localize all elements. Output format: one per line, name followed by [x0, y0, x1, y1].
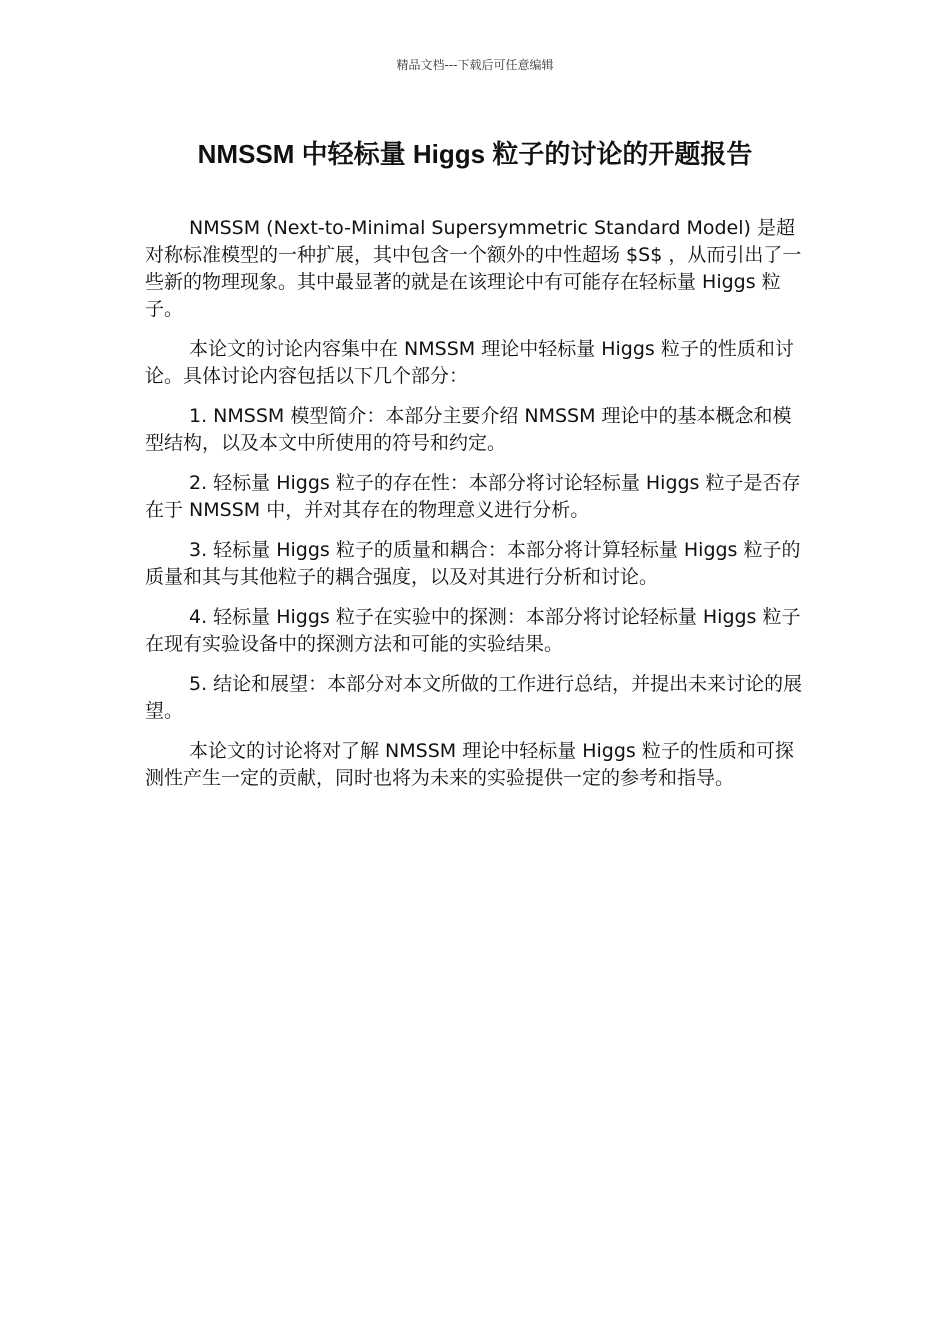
- header-note: 精品文档---下载后可任意编辑: [396, 58, 554, 72]
- paragraph-item-2: 2. 轻标量 Higgs 粒子的存在性：本部分将讨论轻标量 Higgs 粒子是否存在于 NMSSM 中，并对其存在的物理意义进行分析。: [145, 472, 801, 521]
- paragraph-scope: 本论文的讨论内容集中在 NMSSM 理论中轻标量 Higgs 粒子的性质和讨论。具体讨论内容包括以下几个部分：: [145, 338, 794, 387]
- paragraph-item-5: 5. 结论和展望：本部分对本文所做的工作进行总结，并提出未来讨论的展望。: [145, 673, 803, 722]
- paragraph-item-1: 1. NMSSM 模型简介：本部分主要介绍 NMSSM 理论中的基本概念和模型结构，以及本文中所使用的符号和约定。: [145, 405, 792, 454]
- document-title: NMSSM 中轻标量 Higgs 粒子的讨论的开题报告: [197, 139, 753, 169]
- document-body: [145, 215, 808, 805]
- paragraph-conclusion: 本论文的讨论将对了解 NMSSM 理论中轻标量 Higgs 粒子的性质和可探测性产生一定的贡献，同时也将为未来的实验提供一定的参考和指导。: [145, 740, 794, 789]
- paragraph-intro: NMSSM (Next-to-Minimal Supersymmetric Standard Model) 是超对称标准模型的一种扩展，其中包含一个额外的中性超场 $S$ ，从而引出了一些新的物理现象。其中最显著的就是在该理论中有可能存在轻标量 Higgs 粒子。: [145, 217, 802, 320]
- paragraph-item-3: 3. 轻标量 Higgs 粒子的质量和耦合：本部分将计算轻标量 Higgs 粒子的质量和其与其他粒子的耦合强度，以及对其进行分析和讨论。: [145, 539, 801, 588]
- paragraph-item-4: 4. 轻标量 Higgs 粒子在实验中的探测：本部分将讨论轻标量 Higgs 粒子在现有实验设备中的探测方法和可能的实验结果。: [145, 606, 801, 655]
